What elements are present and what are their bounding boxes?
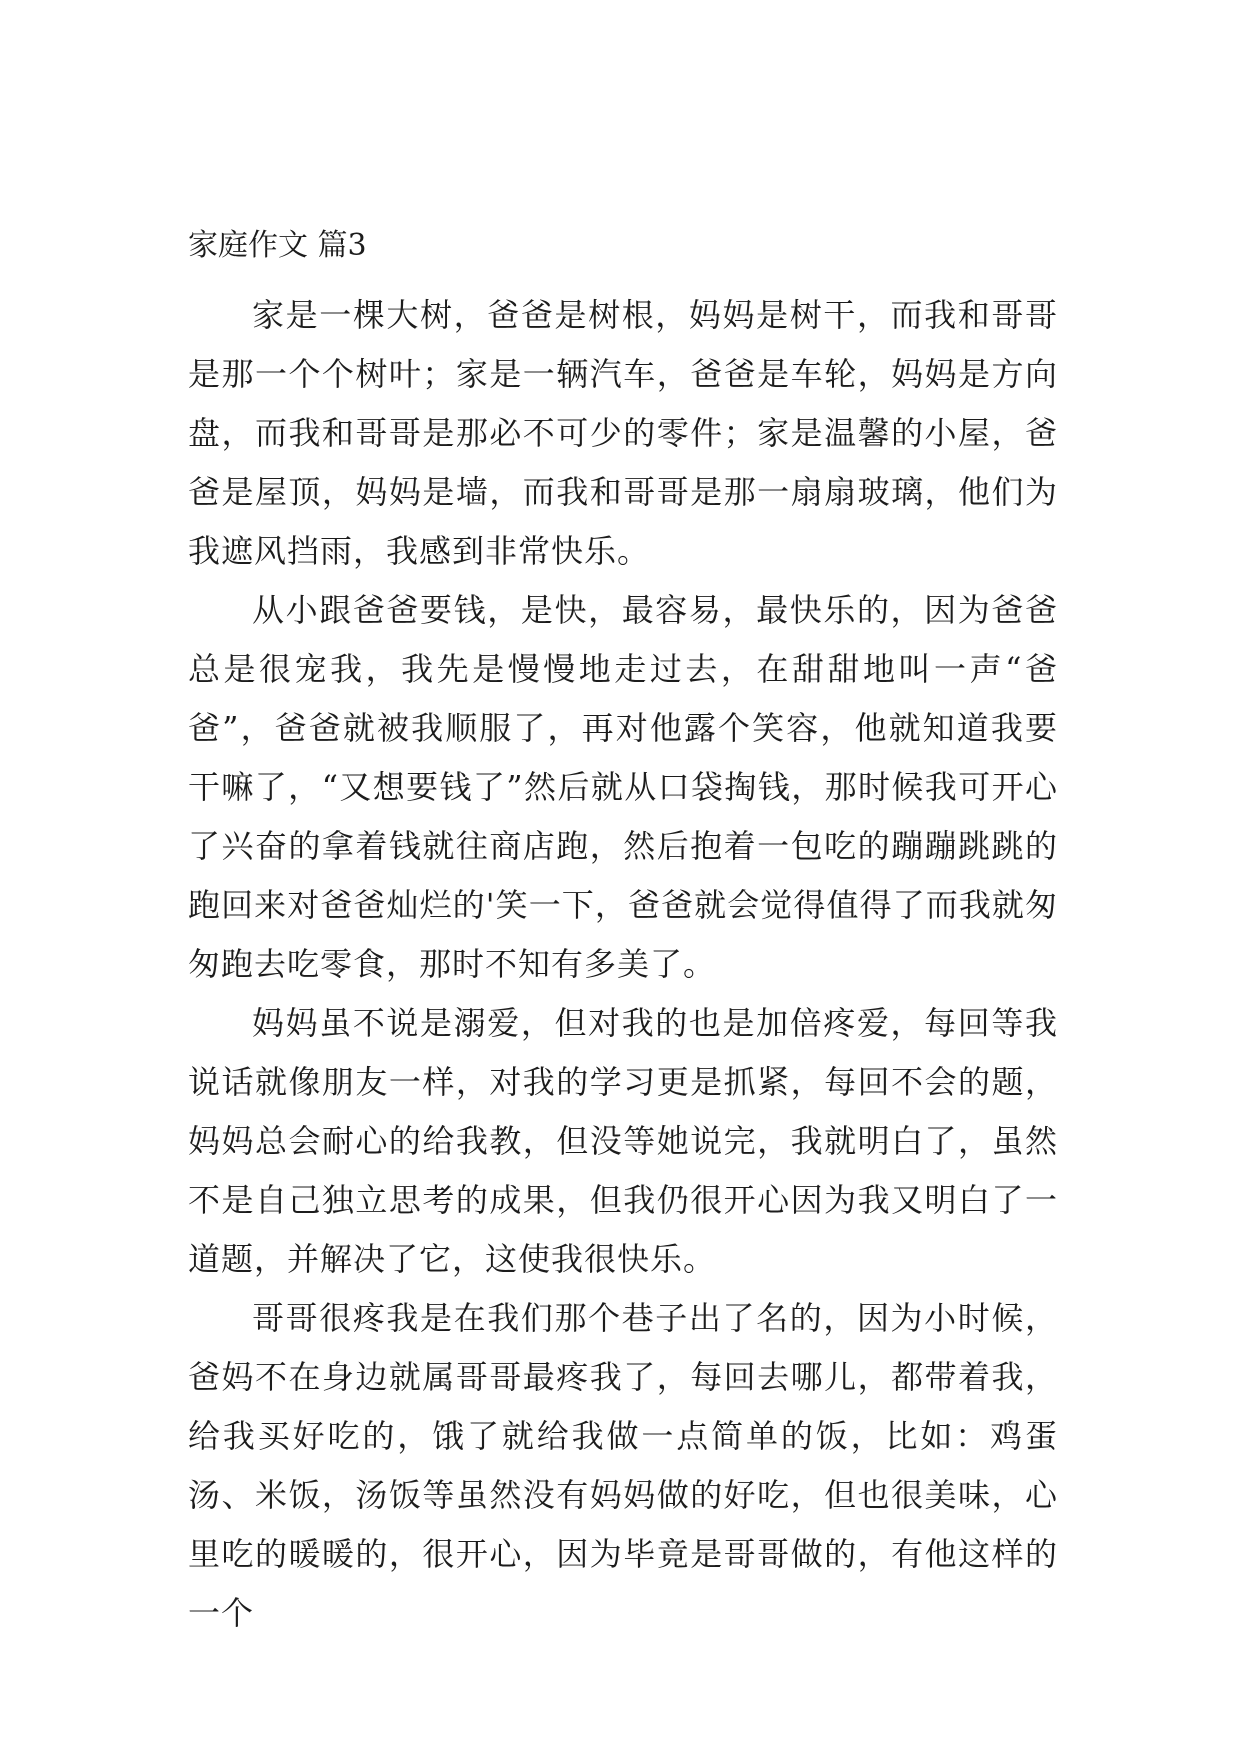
- paragraph-1: 家是一棵大树，爸爸是树根，妈妈是树干，而我和哥哥是那一个个树叶；家是一辆汽车，爸爸是车轮，妈妈是方向盘，而我和哥哥是那必不可少的零件；家是温馨的小屋，爸爸是屋顶，妈妈是墙，而我和哥哥是那一扇扇玻璃，他们为我遮风挡雨，我感到非常快乐。: [188, 296, 1058, 570]
- paragraph-3: 妈妈虽不说是溺爱，但对我的也是加倍疼爱，每回等我说话就像朋友一样，对我的学习更是抓紧，每回不会的题，妈妈总会耐心的给我教，但没等她说完，我就明白了，虽然不是自己独立思考的成果，但我仍很开心因为我又明白了一道题，并解决了它，这使我很快乐。: [188, 1004, 1058, 1278]
- paragraph-2: 从小跟爸爸要钱，是快，最容易，最快乐的，因为爸爸总是很宠我，我先是慢慢地走过去，在甜甜地叫一声“爸爸”，爸爸就被我顺服了，再对他露个笑容，他就知道我要干嘛了，“又想要钱了”然后就从口袋掏钱，那时候我可开心了兴奋的拿着钱就往商店跑，然后抱着一包吃的蹦蹦跳跳的跑回来对爸爸灿烂的'笑一下，爸爸就会觉得值得了而我就匆匆跑去吃零食，那时不知有多美了。: [188, 591, 1058, 983]
- paragraph-4: 哥哥很疼我是在我们那个巷子出了名的，因为小时候，爸妈不在身边就属哥哥最疼我了，每回去哪儿，都带着我，给我买好吃的，饿了就给我做一点简单的饭，比如：鸡蛋汤、米饭，汤饭等虽然没有妈妈做的好吃，但也很美味，心里吃的暖暖的，很开心，因为毕竟是哥哥做的，有他这样的一个: [188, 1299, 1058, 1632]
- document-title: 家庭作文 篇3: [188, 228, 367, 263]
- document-body: [188, 224, 1058, 1643]
